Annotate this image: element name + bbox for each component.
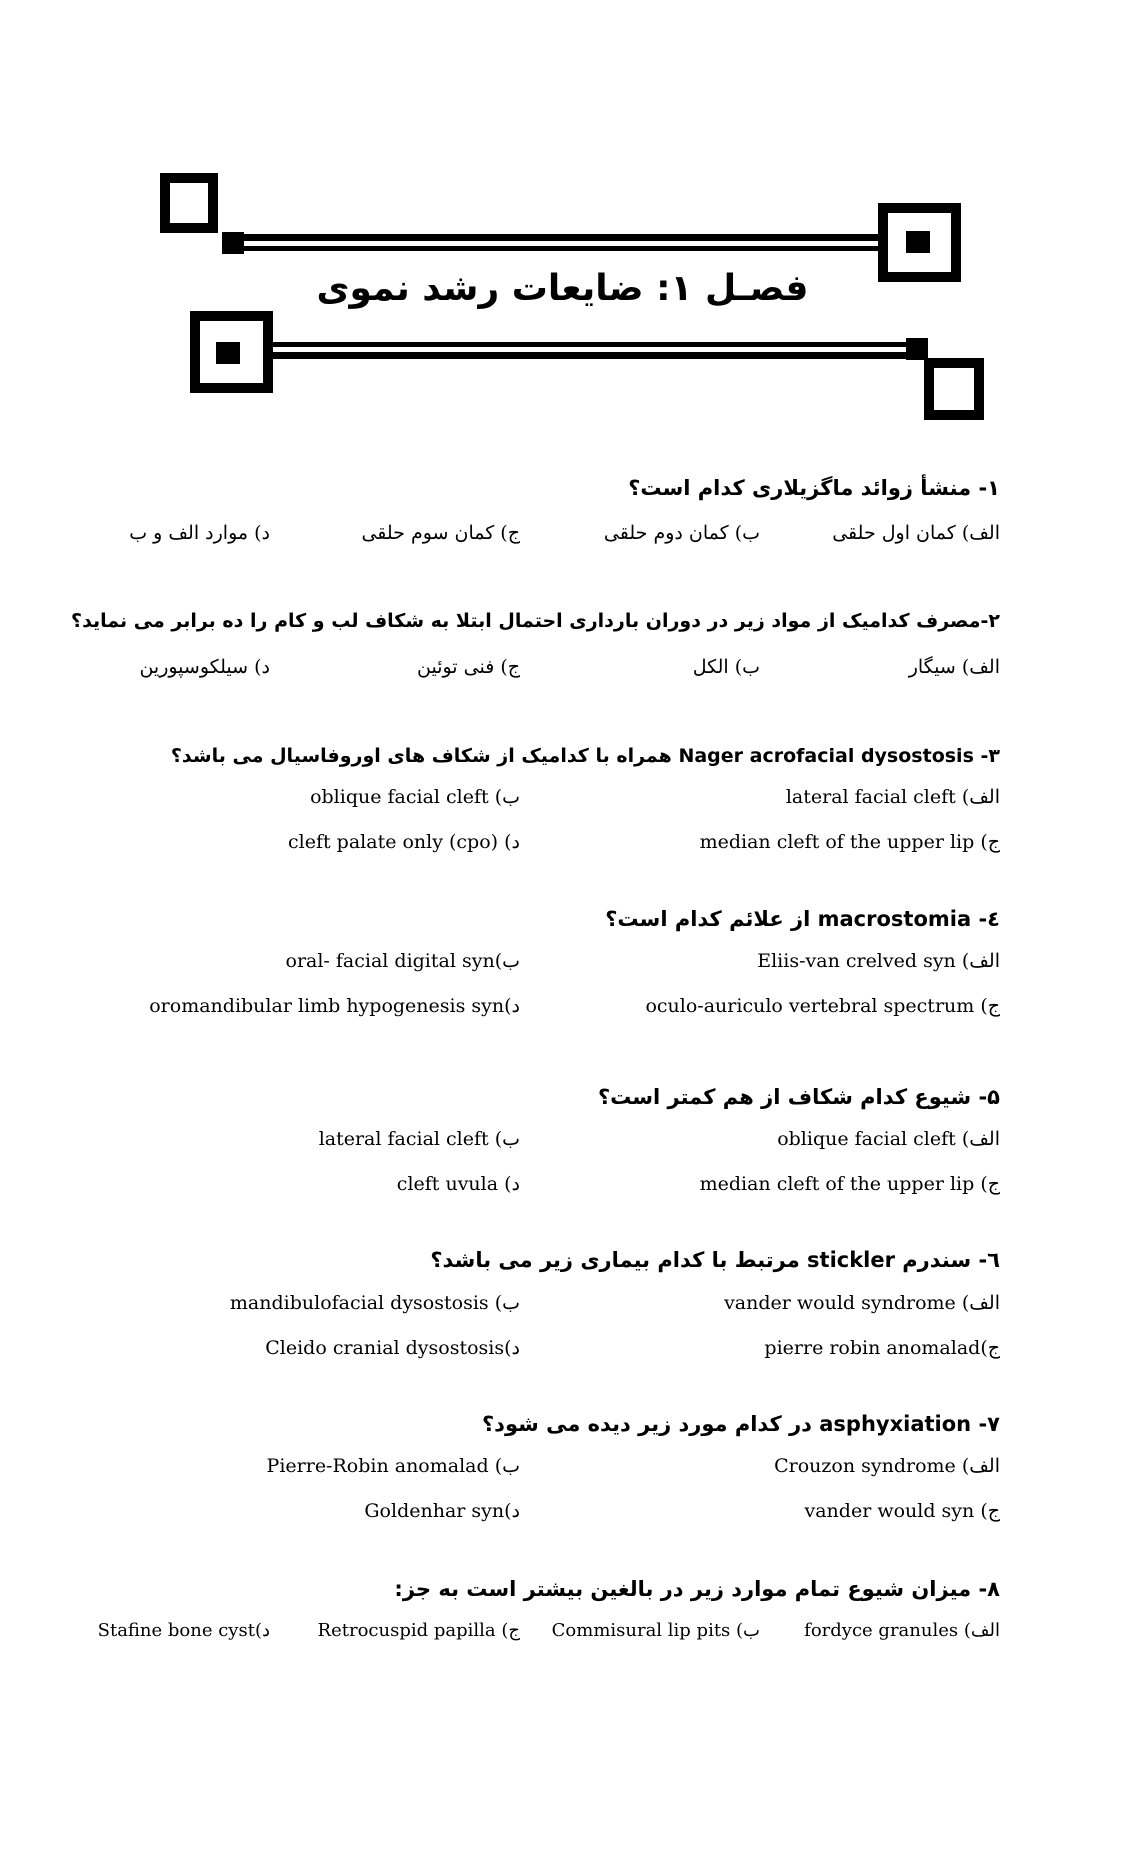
q8-option-a: الف) fordyce granules — [804, 1620, 1000, 1641]
q5-option-a: الف) oblique facial cleft — [777, 1128, 1000, 1150]
q6-option-c: ج)pierre robin anomalad — [764, 1337, 1000, 1359]
q8-option-d: د)Stafine bone cyst — [97, 1620, 270, 1641]
frame-square-bottom-right — [929, 363, 979, 415]
header-frame — [0, 0, 1125, 440]
q7-option-b: ب) Pierre-Robin anomalad — [266, 1455, 520, 1477]
question-7: ۷- asphyxiation در کدام مورد زیر دیده می شود؟ — [482, 1412, 1000, 1436]
question-8: ۸- میزان شیوع تمام موارد زیر در بالغین بیشتر است به جز: — [394, 1577, 1000, 1601]
q5-option-d: د) cleft uvula — [396, 1173, 520, 1195]
frame-square-top-left — [165, 178, 213, 228]
q4-option-b: ب)oral- facial digital syn — [285, 950, 520, 972]
question-4: ٤- macrostomia از علائم کدام است؟ — [605, 907, 1000, 931]
question-1: ۱- منشأ زوائد ماگزیلاری کدام است؟ — [628, 476, 1000, 500]
q7-option-c: ج) vander would syn — [804, 1500, 1000, 1522]
q5-option-c: ج) median cleft of the upper lip — [699, 1173, 1000, 1195]
question-6: ٦- سندرم stickler مرتبط با کدام بیماری زیر می باشد؟ — [430, 1248, 1000, 1272]
frame-line-bottom — [268, 342, 908, 347]
frame-block-bottom-right — [906, 338, 928, 360]
question-3: ۳- Nager acrofacial dysostosis همراه با کدامیک از شکاف های اوروفاسیال می باشد؟ — [170, 745, 1000, 767]
q4-option-d: د)oromandibular limb hypogenesis syn — [149, 995, 520, 1017]
q8-option-b: ب) Commisural lip pits — [551, 1620, 760, 1641]
q2-option-a: الف) سیگار — [908, 656, 1000, 678]
q6-option-b: ب) mandibulofacial dysostosis — [229, 1292, 520, 1314]
q8-option-c: ج) Retrocuspid papilla — [317, 1620, 520, 1641]
q1-option-b: ب) کمان دوم حلقی — [603, 522, 760, 544]
q3-option-a: الف) lateral facial cleft — [785, 786, 1000, 808]
q7-option-d: د)Goldenhar syn — [364, 1500, 520, 1522]
q6-option-d: د)Cleido cranial dysostosis — [265, 1337, 520, 1359]
q3-option-d: د) cleft palate only (cpo) — [288, 831, 520, 853]
question-2: ۲-مصرف کدامیک از مواد زیر در دوران بارداری احتمال ابتلا به شکاف لب و کام را ده برابر می نماید؟ — [71, 610, 1000, 632]
q2-option-b: ب) الکل — [692, 656, 760, 678]
q4-option-a: الف) Eliis-van crelved syn — [757, 950, 1000, 972]
q1-option-c: ج) کمان سوم حلقی — [361, 522, 520, 544]
q7-option-a: الف) Crouzon syndrome — [774, 1455, 1000, 1477]
q5-option-b: ب) lateral facial cleft — [318, 1128, 520, 1150]
q2-option-d: د) سیلکوسپورین — [139, 656, 270, 678]
q2-option-c: ج) فنی توئین — [417, 656, 520, 678]
q3-option-c: ج) median cleft of the upper lip — [699, 831, 1000, 853]
chapter-title: فصـل ۱: ضایعات رشد نموی — [316, 268, 809, 309]
q6-option-a: الف) vander would syndrome — [724, 1292, 1000, 1314]
frame-block-top-left — [222, 232, 244, 254]
q1-option-a: الف) کمان اول حلقی — [832, 522, 1000, 544]
question-5: ۵- شیوع کدام شکاف از هم کمتر است؟ — [597, 1085, 1000, 1109]
q3-option-b: ب) oblique facial cleft — [310, 786, 520, 808]
frame-line-top — [244, 234, 884, 241]
q1-option-d: د) موارد الف و ب — [129, 522, 270, 544]
q4-option-c: ج) oculo-auriculo vertebral spectrum — [645, 995, 1000, 1017]
